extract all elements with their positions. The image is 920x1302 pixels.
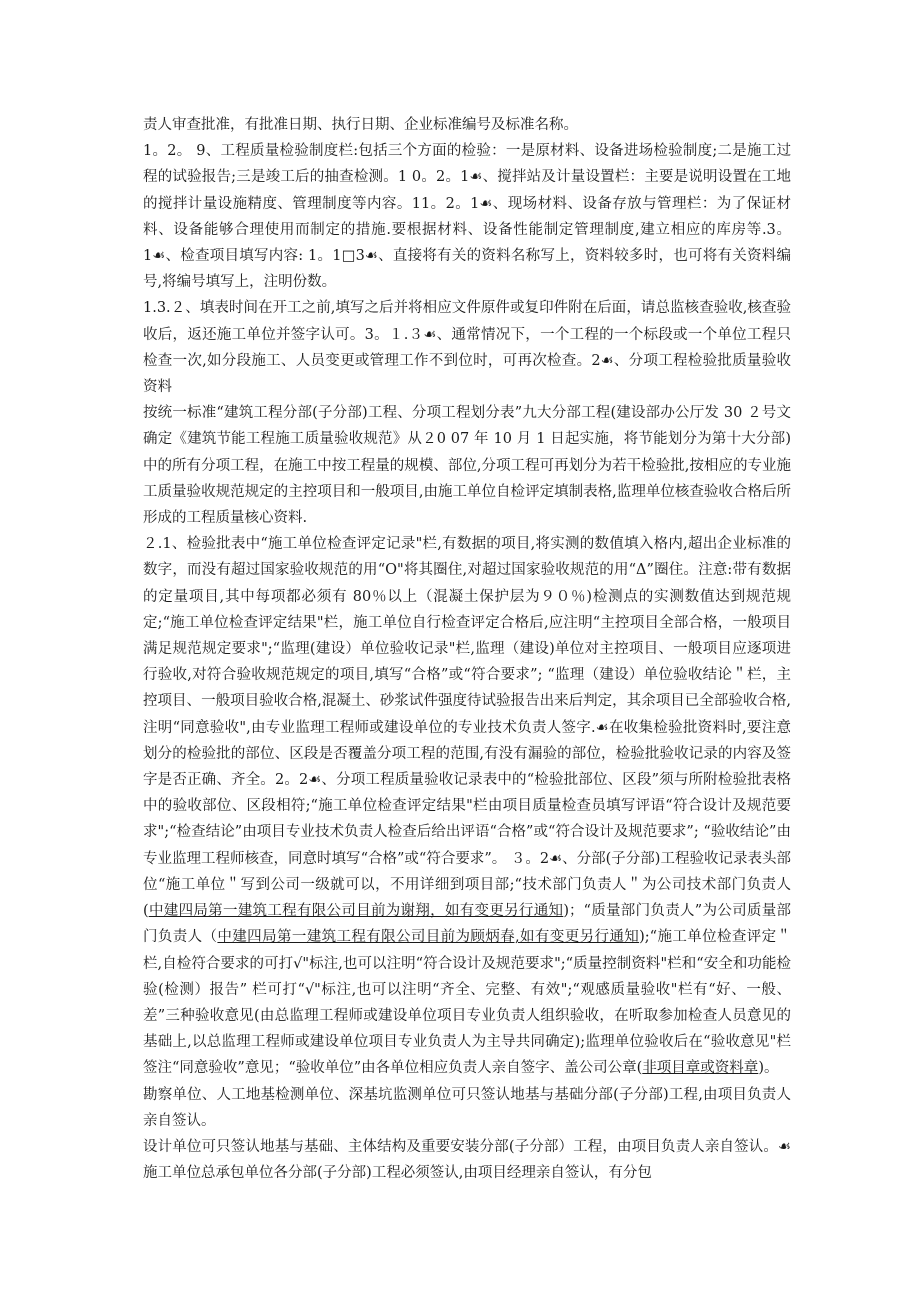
paragraph-5-segment: );“施工单位检查评定＂栏,自检符合要求的可打√"标注,也可以注明“符合设计及规范要求";“质量控制资料"栏和“安全和功能检验(检测）报告” 栏可打“√"标注,也可以注明“齐全、完整、有效";“观感质量验收"栏有“好、一般、差”三种验收意见(由总监理工程师或建设单位项目专业负责人组织验收，在听取参加检查人员意见的基础上,以总监理工程师或建设单位项目专业负责人为主导共同确定);监理单位验收后在“验收意见"栏签注“同意验收”意见；“验收单位”由各单位相应负责人亲自签字、盖公司公章( <box>143 929 792 1077</box>
paragraph-5-segment: )。 <box>758 1060 779 1077</box>
underlined-note-tech-head: 中建四局第一建筑工程有限公司目前为谢翔，如有变更另行通知 <box>148 903 564 920</box>
paragraph-4: 按统一标准“建筑工程分部(子分部)工程、分项工程划分表”九大分部工程(建设部办公厅发 30 ２号文确定《建筑节能工程施工质量验收规范》从２0 07 年 10 月 1 日起实施，将节能划分为第十大分部)中的所有分项工程，在施工中按工程量的规模、部位,分项工程可再划分为若干检验批,按相应的专业施工质量验收规范规定的主控项目和一般项目,由施工单位自检评定填制表格,监理单位核查验收合格后所形成的工程质量核心资料. <box>143 405 791 527</box>
paragraph-3: 1.3.２、填表时间在开工之前,填写之后并将相应文件原件或复印件附在后面，请总监核查验收,核查验收后，返还施工单位并签字认可。3。１.３☙、通常情况下，一个工程的一个标段或一个单位工程只检查一次,如分段施工、人员变更或管理工作不到位时，可再次检查。2☙、分项工程检验批质量验收资料 <box>143 300 791 396</box>
underlined-note-quality-head: 中建四局第一建筑工程有限公司目前为顾炳春,如有变更另行通知 <box>217 929 640 946</box>
paragraph-2: 1。2。 9、工程质量检验制度栏:包括三个方面的检验：一是原材料、设备进场检验制度;二是施工过程的试验报告;三是竣工后的抽查检测。1 0。2。1☙、搅拌站及计量设置栏：主要是说明设置在工地的搅拌计量设施精度、管理制度等内容。11。2。1☙、现场材料、设备存放与管理栏：为了保证材料、设备能够合理使用而制定的措施.要根据材料、设备性能制定管理制度,建立相应的库房等.3。1☙、检查项目填写内容: 1。1□3☙、直接将有关的资料名称写上，资料较多时，也可将有关资料编号,将编号填写上，注明份数。 <box>143 143 791 291</box>
paragraph-1: 责人审查批准，有批准日期、执行日期、企业标准编号及标准名称。 <box>143 117 578 133</box>
paragraph-7: 设计单位可只签认地基与基础、主体结构及重要安装分部(子分部）工程，由项目负责人亲自签认。☙施工单位总承包单位各分部(子分部)工程必须签认,由项目经理亲自签认，有分包 <box>143 1138 791 1182</box>
underlined-note-seal: 非项目章或资料章 <box>642 1060 759 1077</box>
document-page <box>143 112 791 1186</box>
paragraph-5 <box>143 531 791 1081</box>
paragraph-6: 勘察单位、人工地基检测单位、深基坑监测单位可只签认地基与基础分部(子分部)工程,由项目负责人亲自签认。 <box>143 1086 791 1129</box>
paragraph-5-segment: ２.1、检验批表中“施工单位检查评定记录"栏,有数据的项目,将实测的数值填入格内,超出企业标准的数字，而没有超过国家验收规范的用“O"将其圈住,对超过国家验收规范的用“Δ”圈住。注意:带有数据的定量项目,其中每项都必须有 80％以上（混凝土保护层为９０％)检测点的实测数值达到规范规定;“施工单位检查评定结果"栏，施工单位自行检查评定合格后,应注明“主控项目全部合格，一般项目满足规范规定要求";“监理(建设）单位验收记录"栏,监理（建设)单位对主控项目、一般项目应逐项进行验收,对符合验收规范规定的项目,填写“合格”或“符合要求”; “监理（建设）单位验收结论＂栏，主控项目、一般项目验收合格,混凝土、砂浆试件强度待试验报告出来后判定，其余项目已全部验收合格,注明“同意验收",由专业监理工程师或建设单位的专业技术负责人签字.☙在收集检验批资料时,要注意划分的检验批的部位、区段是否覆盖分项工程的范围,有没有漏验的部位，检验批验收记录的内容及签字是否正确、齐全。2。2☙、分项工程质量验收记录表中的“检验批部位、区段”须与所附检验批表格中的验收部位、区段相符;“施工单位检查评定结果"栏由项目质量检查员填写评语“符合设计及规范要求";“检查结论”由项目专业技术负责人检查后给出评语“合格”或“符合设计及规范要求”; “验收结论”由专业监理工程师核查，同意时填写“合格”或“符合要求”。 ３。2☙、分部(子分部)工程验收记录表头部位“施工单位＂写到公司一级就可以，不用详细到项目部;“技术部门负责人＂为公司技术部门负责人( <box>143 536 791 920</box>
paragraph-5-segment: )；“质量部门负责人”为公司质量部门负责人（ <box>143 903 792 946</box>
